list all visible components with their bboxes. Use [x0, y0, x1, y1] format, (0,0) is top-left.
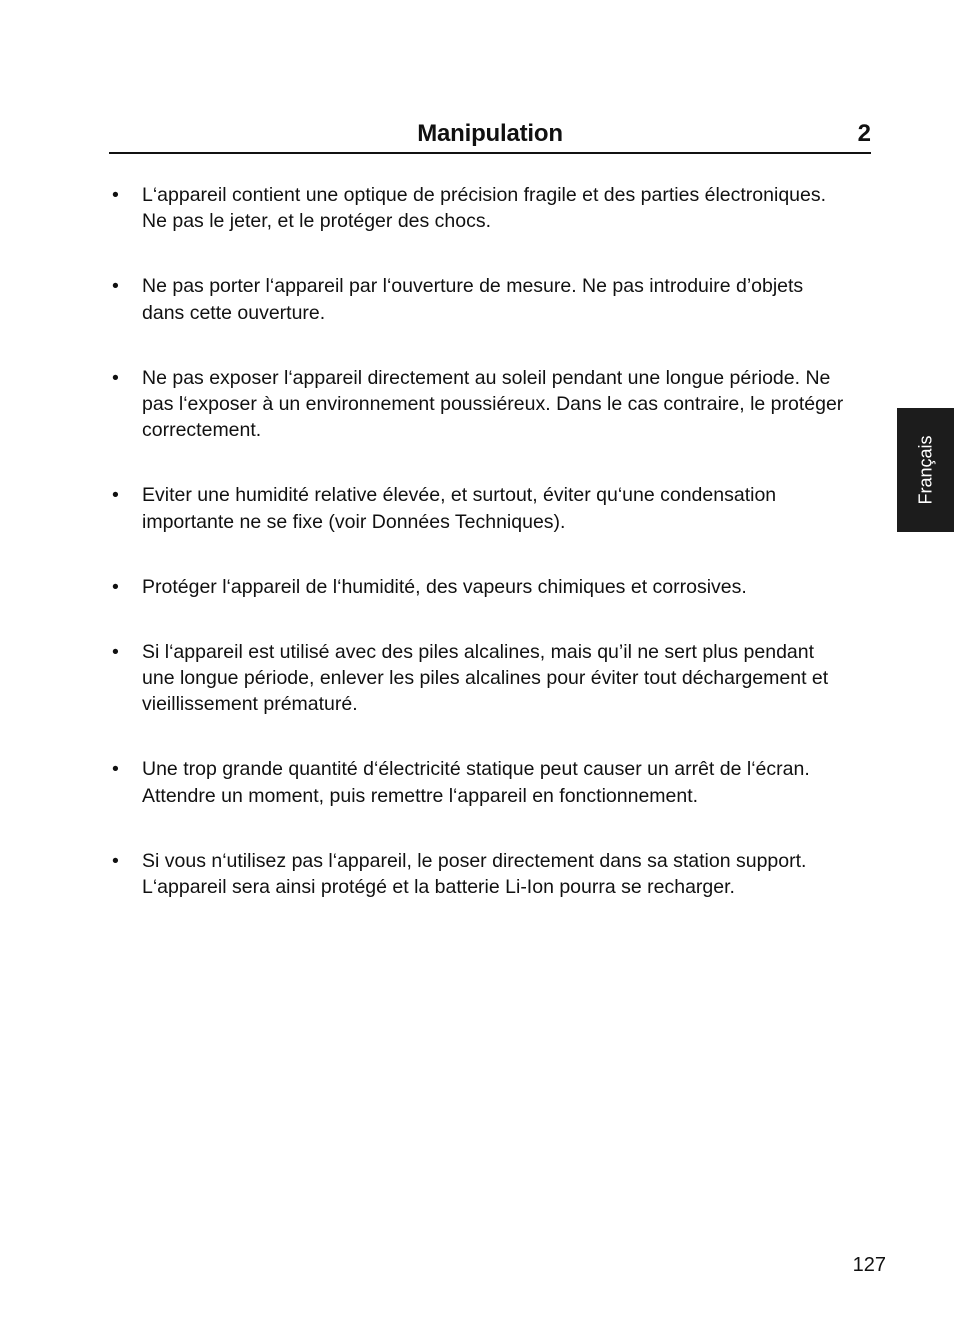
bullet-icon: • [112, 484, 119, 507]
bullet-icon: • [112, 849, 119, 872]
list-item-text: Ne pas porter l‘appareil par l‘ouverture de mesure. Ne pas introduire d’objets dans cette ouverture. [142, 275, 804, 324]
section-title: Manipulation [417, 120, 563, 147]
list-item-text: Une trop grande quantité d‘électricité statique peut causer un arrêt de l‘écran. Attendre un moment, puis remettre l‘appareil en fonctionnement. [142, 758, 810, 807]
list-item-text: Si l‘appareil est utilisé avec des piles alcalines, mais qu’il ne sert plus pendant une longue période, enlever les piles alcalines pour éviter tout déchargement et vieillissement prématuré. [142, 640, 829, 716]
chapter-number: 2 [857, 120, 871, 147]
bullet-icon: • [112, 575, 119, 598]
list-item [109, 848, 849, 901]
list-item [109, 639, 849, 718]
list-item-text: Protéger l‘appareil de l‘humidité, des vapeurs chimiques et corrosives. [142, 575, 747, 598]
language-tab [897, 408, 954, 532]
list-item-text: Ne pas exposer l‘appareil directement au soleil pendant une longue période. Ne pas l‘exposer à un environnement poussiéreux. Dans le cas contraire, le protéger correctement. [142, 366, 844, 442]
bullet-icon: • [112, 275, 119, 298]
language-tab-label: Français [915, 435, 935, 505]
list-item [109, 182, 849, 235]
list-item [109, 482, 849, 535]
list-item [109, 756, 849, 809]
bullet-icon: • [112, 184, 119, 206]
list-item-text: Si vous n‘utilisez pas l‘appareil, le poser directement dans sa station support. L‘appareil sera ainsi protégé et la batterie Li-Ion pourra se recharger. [142, 849, 807, 898]
page-header [109, 118, 871, 154]
list-item [109, 273, 849, 326]
list-item [109, 574, 849, 600]
bullet-icon: • [112, 640, 119, 663]
page-number: 127 [852, 1254, 886, 1276]
list-item-text: Eviter une humidité relative élevée, et surtout, éviter qu‘une condensation importante ne se fixe (voir Données Techniques). [142, 484, 777, 533]
handling-instructions-list [109, 182, 849, 939]
bullet-icon: • [112, 366, 119, 389]
list-item [109, 365, 849, 444]
list-item-text: L‘appareil contient une optique de précision fragile et des parties électroniques. Ne pas le jeter, et le protéger des chocs. [142, 184, 827, 233]
bullet-icon: • [112, 758, 119, 781]
